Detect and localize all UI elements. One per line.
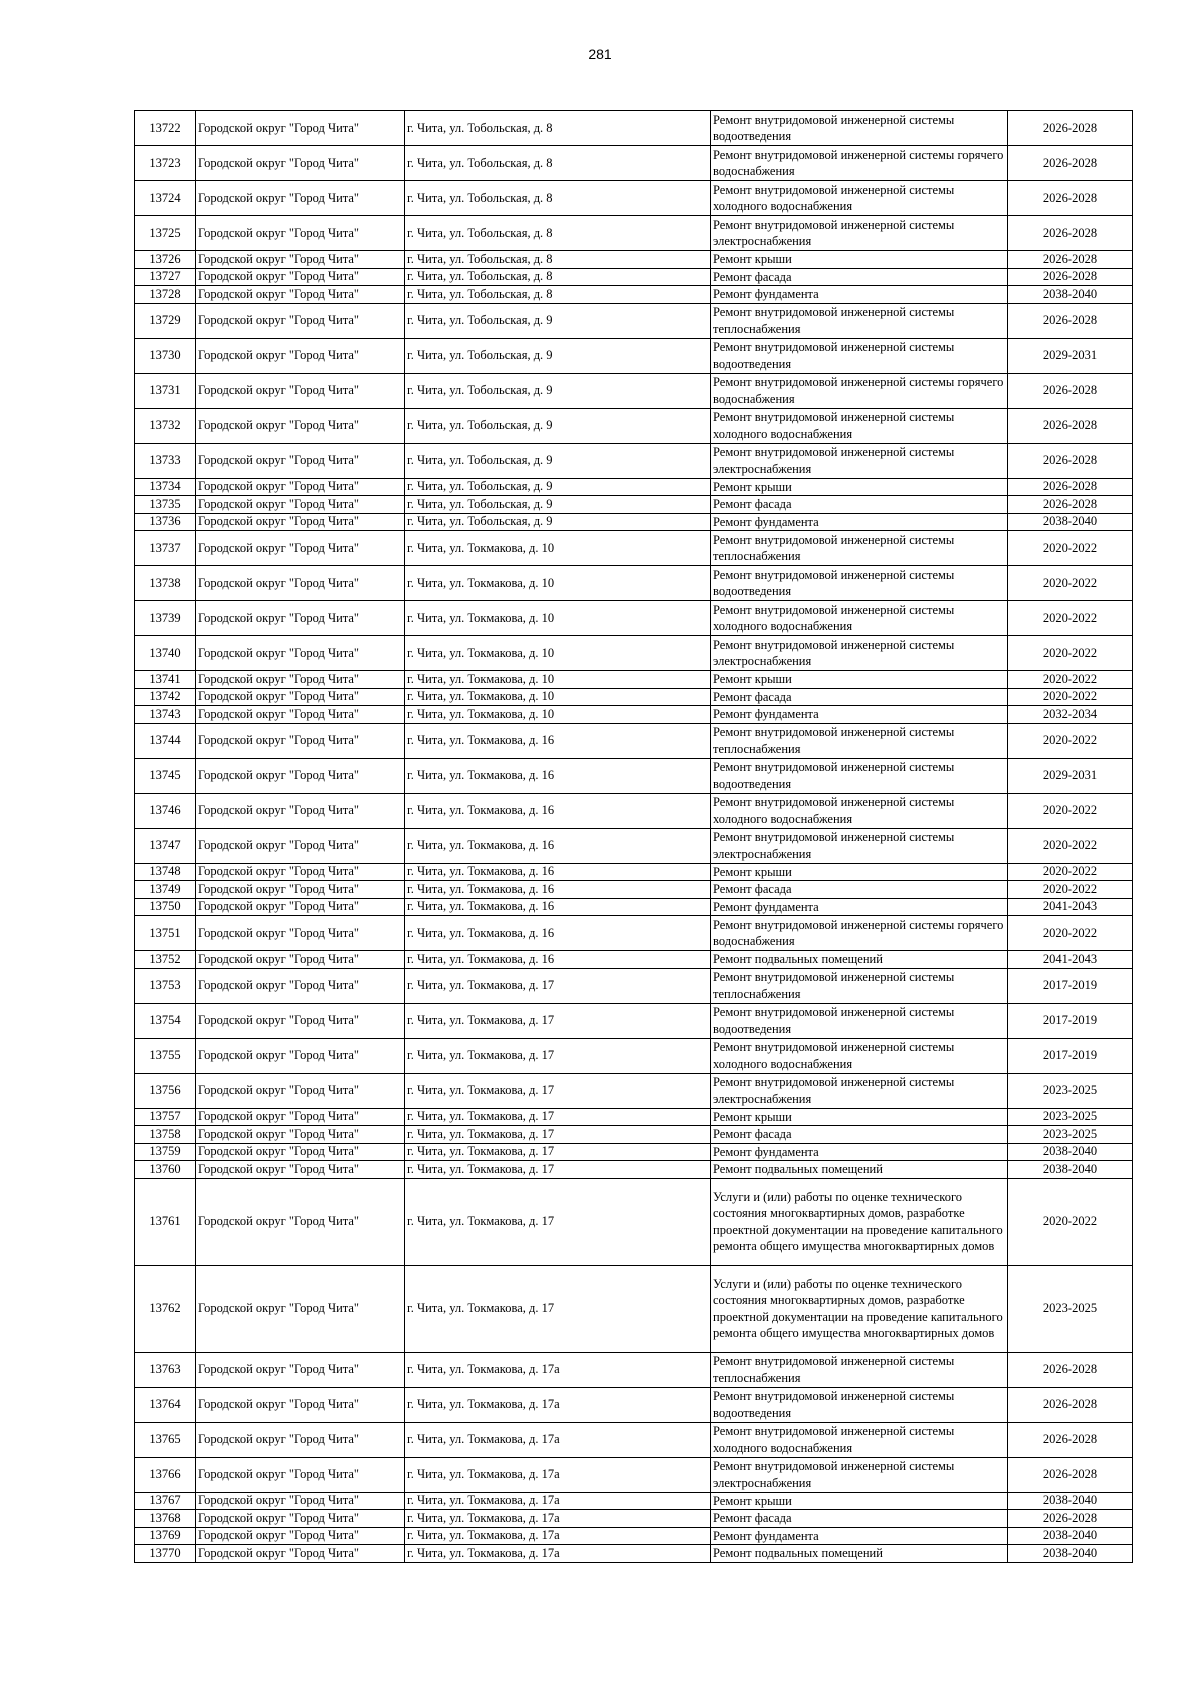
table-row: [135, 303, 1133, 338]
period-cell: 2017-2019: [1008, 1038, 1133, 1073]
work-type-cell: Ремонт фасада: [711, 268, 1008, 286]
address-cell: г. Чита, ул. Токмакова, д. 17а: [405, 1545, 711, 1563]
municipality-cell: Городской округ "Город Чита": [196, 1265, 405, 1352]
address-cell: г. Чита, ул. Токмакова, д. 17: [405, 1143, 711, 1161]
work-type-cell: Ремонт внутридомовой инженерной системы холодного водоснабжения: [711, 601, 1008, 636]
row-number-cell: 13736: [135, 513, 196, 531]
work-type-cell: Ремонт фасада: [711, 1510, 1008, 1528]
municipality-cell: Городской округ "Город Чита": [196, 478, 405, 496]
period-cell: 2026-2028: [1008, 408, 1133, 443]
row-number-cell: 13743: [135, 706, 196, 724]
work-type-cell: Ремонт фасада: [711, 688, 1008, 706]
row-number-cell: 13745: [135, 758, 196, 793]
period-cell: 2026-2028: [1008, 443, 1133, 478]
row-number-cell: 13752: [135, 951, 196, 969]
period-cell: 2026-2028: [1008, 181, 1133, 216]
municipality-cell: Городской округ "Город Чита": [196, 338, 405, 373]
row-number-cell: 13758: [135, 1126, 196, 1144]
address-cell: г. Чита, ул. Токмакова, д. 17: [405, 1161, 711, 1179]
work-type-cell: Ремонт внутридомовой инженерной системы водоотведения: [711, 111, 1008, 146]
period-cell: 2023-2025: [1008, 1108, 1133, 1126]
address-cell: г. Чита, ул. Тобольская, д. 9: [405, 496, 711, 514]
table-row: [135, 881, 1133, 899]
municipality-cell: Городской округ "Город Чита": [196, 1161, 405, 1179]
period-cell: 2023-2025: [1008, 1126, 1133, 1144]
period-cell: 2023-2025: [1008, 1073, 1133, 1108]
table-row: [135, 723, 1133, 758]
row-number-cell: 13751: [135, 916, 196, 951]
work-type-cell: Ремонт внутридомовой инженерной системы электроснабжения: [711, 636, 1008, 671]
table-row: [135, 1527, 1133, 1545]
work-type-cell: Ремонт внутридомовой инженерной системы холодного водоснабжения: [711, 1422, 1008, 1457]
municipality-cell: Городской округ "Город Чита": [196, 251, 405, 269]
work-type-cell: Ремонт внутридомовой инженерной системы теплоснабжения: [711, 723, 1008, 758]
table-row: [135, 793, 1133, 828]
work-type-cell: Ремонт фундамента: [711, 1527, 1008, 1545]
table-row: [135, 1108, 1133, 1126]
row-number-cell: 13768: [135, 1510, 196, 1528]
table-row: [135, 1387, 1133, 1422]
work-type-cell: Ремонт внутридомовой инженерной системы холодного водоснабжения: [711, 181, 1008, 216]
row-number-cell: 13730: [135, 338, 196, 373]
table-row: [135, 496, 1133, 514]
work-type-cell: Ремонт крыши: [711, 1492, 1008, 1510]
table-row: [135, 1126, 1133, 1144]
table-row: [135, 671, 1133, 689]
work-type-cell: Ремонт крыши: [711, 478, 1008, 496]
row-number-cell: 13726: [135, 251, 196, 269]
row-number-cell: 13744: [135, 723, 196, 758]
row-number-cell: 13749: [135, 881, 196, 899]
table-row: [135, 338, 1133, 373]
address-cell: г. Чита, ул. Токмакова, д. 16: [405, 758, 711, 793]
municipality-cell: Городской округ "Город Чита": [196, 111, 405, 146]
municipality-cell: Городской округ "Город Чита": [196, 898, 405, 916]
period-cell: 2038-2040: [1008, 1527, 1133, 1545]
period-cell: 2029-2031: [1008, 758, 1133, 793]
address-cell: г. Чита, ул. Тобольская, д. 8: [405, 216, 711, 251]
period-cell: 2038-2040: [1008, 1545, 1133, 1563]
row-number-cell: 13733: [135, 443, 196, 478]
table-row: [135, 828, 1133, 863]
table-row: [135, 951, 1133, 969]
address-cell: г. Чита, ул. Токмакова, д. 17: [405, 1073, 711, 1108]
row-number-cell: 13729: [135, 303, 196, 338]
period-cell: 2026-2028: [1008, 268, 1133, 286]
municipality-cell: Городской округ "Город Чита": [196, 758, 405, 793]
table-row: [135, 373, 1133, 408]
table-row: [135, 1510, 1133, 1528]
address-cell: г. Чита, ул. Токмакова, д. 16: [405, 828, 711, 863]
period-cell: 2026-2028: [1008, 111, 1133, 146]
row-number-cell: 13731: [135, 373, 196, 408]
row-number-cell: 13734: [135, 478, 196, 496]
work-type-cell: Ремонт внутридомовой инженерной системы водоотведения: [711, 758, 1008, 793]
work-type-cell: Ремонт внутридомовой инженерной системы горячего водоснабжения: [711, 916, 1008, 951]
address-cell: г. Чита, ул. Тобольская, д. 9: [405, 408, 711, 443]
period-cell: 2026-2028: [1008, 1422, 1133, 1457]
period-cell: 2020-2022: [1008, 793, 1133, 828]
municipality-cell: Городской округ "Город Чита": [196, 968, 405, 1003]
municipality-cell: Городской округ "Город Чита": [196, 1038, 405, 1073]
work-type-cell: Ремонт подвальных помещений: [711, 1545, 1008, 1563]
municipality-cell: Городской округ "Город Чита": [196, 408, 405, 443]
municipality-cell: Городской округ "Город Чита": [196, 723, 405, 758]
municipality-cell: Городской округ "Город Чита": [196, 531, 405, 566]
period-cell: 2026-2028: [1008, 251, 1133, 269]
period-cell: 2026-2028: [1008, 478, 1133, 496]
work-type-cell: Ремонт внутридомовой инженерной системы горячего водоснабжения: [711, 146, 1008, 181]
work-type-cell: Ремонт внутридомовой инженерной системы теплоснабжения: [711, 968, 1008, 1003]
table-row: [135, 478, 1133, 496]
row-number-cell: 13754: [135, 1003, 196, 1038]
work-type-cell: Ремонт внутридомовой инженерной системы электроснабжения: [711, 443, 1008, 478]
work-type-cell: Ремонт фундамента: [711, 1143, 1008, 1161]
address-cell: г. Чита, ул. Токмакова, д. 17: [405, 1178, 711, 1265]
row-number-cell: 13748: [135, 863, 196, 881]
table-row: [135, 706, 1133, 724]
address-cell: г. Чита, ул. Токмакова, д. 16: [405, 793, 711, 828]
table-row: [135, 286, 1133, 304]
period-cell: 2020-2022: [1008, 671, 1133, 689]
period-cell: 2026-2028: [1008, 1457, 1133, 1492]
address-cell: г. Чита, ул. Токмакова, д. 17: [405, 968, 711, 1003]
table-row: [135, 636, 1133, 671]
municipality-cell: Городской округ "Город Чита": [196, 146, 405, 181]
work-type-cell: Ремонт внутридомовой инженерной системы теплоснабжения: [711, 531, 1008, 566]
municipality-cell: Городской округ "Город Чита": [196, 1422, 405, 1457]
address-cell: г. Чита, ул. Токмакова, д. 10: [405, 566, 711, 601]
address-cell: г. Чита, ул. Токмакова, д. 17а: [405, 1352, 711, 1387]
table-row: [135, 216, 1133, 251]
municipality-cell: Городской округ "Город Чита": [196, 828, 405, 863]
work-type-cell: Ремонт подвальных помещений: [711, 951, 1008, 969]
work-type-cell: Ремонт внутридомовой инженерной системы электроснабжения: [711, 216, 1008, 251]
row-number-cell: 13722: [135, 111, 196, 146]
address-cell: г. Чита, ул. Токмакова, д. 17а: [405, 1527, 711, 1545]
address-cell: г. Чита, ул. Токмакова, д. 17: [405, 1003, 711, 1038]
address-cell: г. Чита, ул. Тобольская, д. 8: [405, 268, 711, 286]
period-cell: 2020-2022: [1008, 881, 1133, 899]
row-number-cell: 13757: [135, 1108, 196, 1126]
table-row: [135, 268, 1133, 286]
row-number-cell: 13741: [135, 671, 196, 689]
municipality-cell: Городской округ "Город Чита": [196, 1178, 405, 1265]
work-type-cell: Ремонт фундамента: [711, 898, 1008, 916]
municipality-cell: Городской округ "Город Чита": [196, 286, 405, 304]
municipality-cell: Городской округ "Город Чита": [196, 601, 405, 636]
row-number-cell: 13762: [135, 1265, 196, 1352]
municipality-cell: Городской округ "Город Чита": [196, 1527, 405, 1545]
work-type-cell: Ремонт внутридомовой инженерной системы теплоснабжения: [711, 1352, 1008, 1387]
period-cell: 2026-2028: [1008, 1387, 1133, 1422]
address-cell: г. Чита, ул. Токмакова, д. 16: [405, 881, 711, 899]
municipality-cell: Городской округ "Город Чита": [196, 181, 405, 216]
address-cell: г. Чита, ул. Тобольская, д. 8: [405, 111, 711, 146]
row-number-cell: 13753: [135, 968, 196, 1003]
work-type-cell: Ремонт внутридомовой инженерной системы электроснабжения: [711, 1457, 1008, 1492]
period-cell: 2038-2040: [1008, 513, 1133, 531]
address-cell: г. Чита, ул. Токмакова, д. 17а: [405, 1510, 711, 1528]
row-number-cell: 13756: [135, 1073, 196, 1108]
municipality-cell: Городской округ "Город Чита": [196, 373, 405, 408]
municipality-cell: Городской округ "Город Чита": [196, 688, 405, 706]
table-row: [135, 1143, 1133, 1161]
table-row: [135, 513, 1133, 531]
period-cell: 2041-2043: [1008, 898, 1133, 916]
address-cell: г. Чита, ул. Тобольская, д. 9: [405, 338, 711, 373]
table-row: [135, 898, 1133, 916]
table-row: [135, 1492, 1133, 1510]
work-type-cell: Услуги и (или) работы по оценке технического состояния многоквартирных домов, разработке проектной документации на проведение капитального ремонта общего имущества многоквартирных домов: [711, 1178, 1008, 1265]
table-row: [135, 531, 1133, 566]
row-number-cell: 13755: [135, 1038, 196, 1073]
work-type-cell: Ремонт крыши: [711, 251, 1008, 269]
address-cell: г. Чита, ул. Токмакова, д. 16: [405, 898, 711, 916]
row-number-cell: 13746: [135, 793, 196, 828]
table-row: [135, 1265, 1133, 1352]
row-number-cell: 13740: [135, 636, 196, 671]
work-type-cell: Ремонт фасада: [711, 881, 1008, 899]
address-cell: г. Чита, ул. Тобольская, д. 9: [405, 478, 711, 496]
address-cell: г. Чита, ул. Тобольская, д. 9: [405, 303, 711, 338]
period-cell: 2020-2022: [1008, 636, 1133, 671]
period-cell: 2026-2028: [1008, 1510, 1133, 1528]
row-number-cell: 13766: [135, 1457, 196, 1492]
row-number-cell: 13732: [135, 408, 196, 443]
work-type-cell: Ремонт внутридомовой инженерной системы холодного водоснабжения: [711, 1038, 1008, 1073]
period-cell: 2026-2028: [1008, 496, 1133, 514]
municipality-cell: Городской округ "Город Чита": [196, 1108, 405, 1126]
municipality-cell: Городской округ "Город Чита": [196, 1492, 405, 1510]
table-row: [135, 1422, 1133, 1457]
period-cell: 2038-2040: [1008, 1161, 1133, 1179]
address-cell: г. Чита, ул. Токмакова, д. 10: [405, 688, 711, 706]
work-type-cell: Ремонт внутридомовой инженерной системы водоотведения: [711, 566, 1008, 601]
address-cell: г. Чита, ул. Токмакова, д. 16: [405, 951, 711, 969]
period-cell: 2020-2022: [1008, 601, 1133, 636]
work-type-cell: Ремонт фундамента: [711, 513, 1008, 531]
work-type-cell: Ремонт внутридомовой инженерной системы горячего водоснабжения: [711, 373, 1008, 408]
table-row: [135, 758, 1133, 793]
work-type-cell: Ремонт внутридомовой инженерной системы теплоснабжения: [711, 303, 1008, 338]
row-number-cell: 13738: [135, 566, 196, 601]
row-number-cell: 13767: [135, 1492, 196, 1510]
row-number-cell: 13725: [135, 216, 196, 251]
address-cell: г. Чита, ул. Токмакова, д. 16: [405, 916, 711, 951]
municipality-cell: Городской округ "Город Чита": [196, 1545, 405, 1563]
row-number-cell: 13759: [135, 1143, 196, 1161]
table-row: [135, 916, 1133, 951]
municipality-cell: Городской округ "Город Чита": [196, 706, 405, 724]
address-cell: г. Чита, ул. Токмакова, д. 10: [405, 706, 711, 724]
table-row: [135, 181, 1133, 216]
work-type-cell: Услуги и (или) работы по оценке технического состояния многоквартирных домов, разработке проектной документации на проведение капитального ремонта общего имущества многоквартирных домов: [711, 1265, 1008, 1352]
row-number-cell: 13723: [135, 146, 196, 181]
municipality-cell: Городской округ "Город Чита": [196, 1003, 405, 1038]
address-cell: г. Чита, ул. Тобольская, д. 9: [405, 373, 711, 408]
municipality-cell: Городской округ "Город Чита": [196, 1143, 405, 1161]
municipality-cell: Городской округ "Город Чита": [196, 443, 405, 478]
address-cell: г. Чита, ул. Токмакова, д. 17: [405, 1038, 711, 1073]
work-type-cell: Ремонт фасада: [711, 496, 1008, 514]
address-cell: г. Чита, ул. Тобольская, д. 8: [405, 146, 711, 181]
address-cell: г. Чита, ул. Токмакова, д. 16: [405, 863, 711, 881]
municipality-cell: Городской округ "Город Чита": [196, 513, 405, 531]
period-cell: 2023-2025: [1008, 1265, 1133, 1352]
table-row: [135, 1161, 1133, 1179]
period-cell: 2026-2028: [1008, 303, 1133, 338]
row-number-cell: 13763: [135, 1352, 196, 1387]
municipality-cell: Городской округ "Город Чита": [196, 303, 405, 338]
work-type-cell: Ремонт фундамента: [711, 286, 1008, 304]
table-row: [135, 566, 1133, 601]
work-type-cell: Ремонт внутридомовой инженерной системы холодного водоснабжения: [711, 408, 1008, 443]
period-cell: 2026-2028: [1008, 146, 1133, 181]
municipality-cell: Городской округ "Город Чита": [196, 1126, 405, 1144]
period-cell: 2017-2019: [1008, 968, 1133, 1003]
row-number-cell: 13742: [135, 688, 196, 706]
municipality-cell: Городской округ "Город Чита": [196, 1457, 405, 1492]
municipality-cell: Городской округ "Город Чита": [196, 496, 405, 514]
address-cell: г. Чита, ул. Токмакова, д. 17: [405, 1265, 711, 1352]
work-type-cell: Ремонт крыши: [711, 671, 1008, 689]
municipality-cell: Городской округ "Город Чита": [196, 916, 405, 951]
table-row: [135, 1073, 1133, 1108]
address-cell: г. Чита, ул. Токмакова, д. 10: [405, 636, 711, 671]
address-cell: г. Чита, ул. Токмакова, д. 17: [405, 1126, 711, 1144]
period-cell: 2038-2040: [1008, 1143, 1133, 1161]
row-number-cell: 13735: [135, 496, 196, 514]
municipality-cell: Городской округ "Город Чита": [196, 1352, 405, 1387]
period-cell: 2020-2022: [1008, 1178, 1133, 1265]
period-cell: 2020-2022: [1008, 828, 1133, 863]
address-cell: г. Чита, ул. Токмакова, д. 10: [405, 601, 711, 636]
address-cell: г. Чита, ул. Токмакова, д. 17а: [405, 1422, 711, 1457]
period-cell: 2017-2019: [1008, 1003, 1133, 1038]
period-cell: 2026-2028: [1008, 1352, 1133, 1387]
row-number-cell: 13761: [135, 1178, 196, 1265]
row-number-cell: 13739: [135, 601, 196, 636]
address-cell: г. Чита, ул. Токмакова, д. 17: [405, 1108, 711, 1126]
table-row: [135, 601, 1133, 636]
municipality-cell: Городской округ "Город Чита": [196, 216, 405, 251]
municipality-cell: Городской округ "Город Чита": [196, 1510, 405, 1528]
address-cell: г. Чита, ул. Тобольская, д. 9: [405, 513, 711, 531]
period-cell: 2020-2022: [1008, 916, 1133, 951]
work-type-cell: Ремонт внутридомовой инженерной системы электроснабжения: [711, 828, 1008, 863]
address-cell: г. Чита, ул. Тобольская, д. 8: [405, 181, 711, 216]
address-cell: г. Чита, ул. Токмакова, д. 17а: [405, 1492, 711, 1510]
municipality-cell: Городской округ "Город Чита": [196, 881, 405, 899]
table-body: [135, 111, 1133, 1563]
table-row: [135, 1457, 1133, 1492]
address-cell: г. Чита, ул. Токмакова, д. 10: [405, 531, 711, 566]
period-cell: 2032-2034: [1008, 706, 1133, 724]
row-number-cell: 13724: [135, 181, 196, 216]
period-cell: 2020-2022: [1008, 566, 1133, 601]
municipality-cell: Городской округ "Город Чита": [196, 268, 405, 286]
municipality-cell: Городской округ "Город Чита": [196, 671, 405, 689]
row-number-cell: 13747: [135, 828, 196, 863]
municipality-cell: Городской округ "Город Чита": [196, 863, 405, 881]
row-number-cell: 13769: [135, 1527, 196, 1545]
table-row: [135, 443, 1133, 478]
municipality-cell: Городской округ "Город Чита": [196, 566, 405, 601]
row-number-cell: 13737: [135, 531, 196, 566]
work-type-cell: Ремонт крыши: [711, 863, 1008, 881]
table-row: [135, 251, 1133, 269]
table-row: [135, 1038, 1133, 1073]
table-row: [135, 111, 1133, 146]
period-cell: 2041-2043: [1008, 951, 1133, 969]
work-type-cell: Ремонт подвальных помещений: [711, 1161, 1008, 1179]
address-cell: г. Чита, ул. Тобольская, д. 8: [405, 251, 711, 269]
table-row: [135, 1003, 1133, 1038]
table-row: [135, 1545, 1133, 1563]
row-number-cell: 13750: [135, 898, 196, 916]
row-number-cell: 13764: [135, 1387, 196, 1422]
table-row: [135, 968, 1133, 1003]
municipality-cell: Городской округ "Город Чита": [196, 1387, 405, 1422]
work-type-cell: Ремонт внутридомовой инженерной системы водоотведения: [711, 1003, 1008, 1038]
address-cell: г. Чита, ул. Токмакова, д. 10: [405, 671, 711, 689]
period-cell: 2029-2031: [1008, 338, 1133, 373]
period-cell: 2038-2040: [1008, 1492, 1133, 1510]
capital-repair-table: [134, 110, 1133, 1563]
work-type-cell: Ремонт фасада: [711, 1126, 1008, 1144]
work-type-cell: Ремонт внутридомовой инженерной системы холодного водоснабжения: [711, 793, 1008, 828]
address-cell: г. Чита, ул. Тобольская, д. 8: [405, 286, 711, 304]
municipality-cell: Городской округ "Город Чита": [196, 636, 405, 671]
table-row: [135, 1352, 1133, 1387]
row-number-cell: 13765: [135, 1422, 196, 1457]
address-cell: г. Чита, ул. Токмакова, д. 17а: [405, 1387, 711, 1422]
municipality-cell: Городской округ "Город Чита": [196, 951, 405, 969]
row-number-cell: 13770: [135, 1545, 196, 1563]
work-type-cell: Ремонт внутридомовой инженерной системы водоотведения: [711, 338, 1008, 373]
row-number-cell: 13760: [135, 1161, 196, 1179]
period-cell: 2026-2028: [1008, 216, 1133, 251]
table-row: [135, 1178, 1133, 1265]
page-number: 281: [588, 46, 612, 62]
row-number-cell: 13728: [135, 286, 196, 304]
work-type-cell: Ремонт внутридомовой инженерной системы электроснабжения: [711, 1073, 1008, 1108]
period-cell: 2020-2022: [1008, 863, 1133, 881]
address-cell: г. Чита, ул. Токмакова, д. 17а: [405, 1457, 711, 1492]
period-cell: 2020-2022: [1008, 688, 1133, 706]
work-type-cell: Ремонт фундамента: [711, 706, 1008, 724]
table-row: [135, 863, 1133, 881]
period-cell: 2038-2040: [1008, 286, 1133, 304]
address-cell: г. Чита, ул. Токмакова, д. 16: [405, 723, 711, 758]
municipality-cell: Городской округ "Город Чита": [196, 1073, 405, 1108]
period-cell: 2020-2022: [1008, 531, 1133, 566]
work-type-cell: Ремонт внутридомовой инженерной системы водоотведения: [711, 1387, 1008, 1422]
address-cell: г. Чита, ул. Тобольская, д. 9: [405, 443, 711, 478]
table-row: [135, 688, 1133, 706]
period-cell: 2020-2022: [1008, 723, 1133, 758]
table-row: [135, 146, 1133, 181]
row-number-cell: 13727: [135, 268, 196, 286]
period-cell: 2026-2028: [1008, 373, 1133, 408]
table-row: [135, 408, 1133, 443]
work-type-cell: Ремонт крыши: [711, 1108, 1008, 1126]
municipality-cell: Городской округ "Город Чита": [196, 793, 405, 828]
